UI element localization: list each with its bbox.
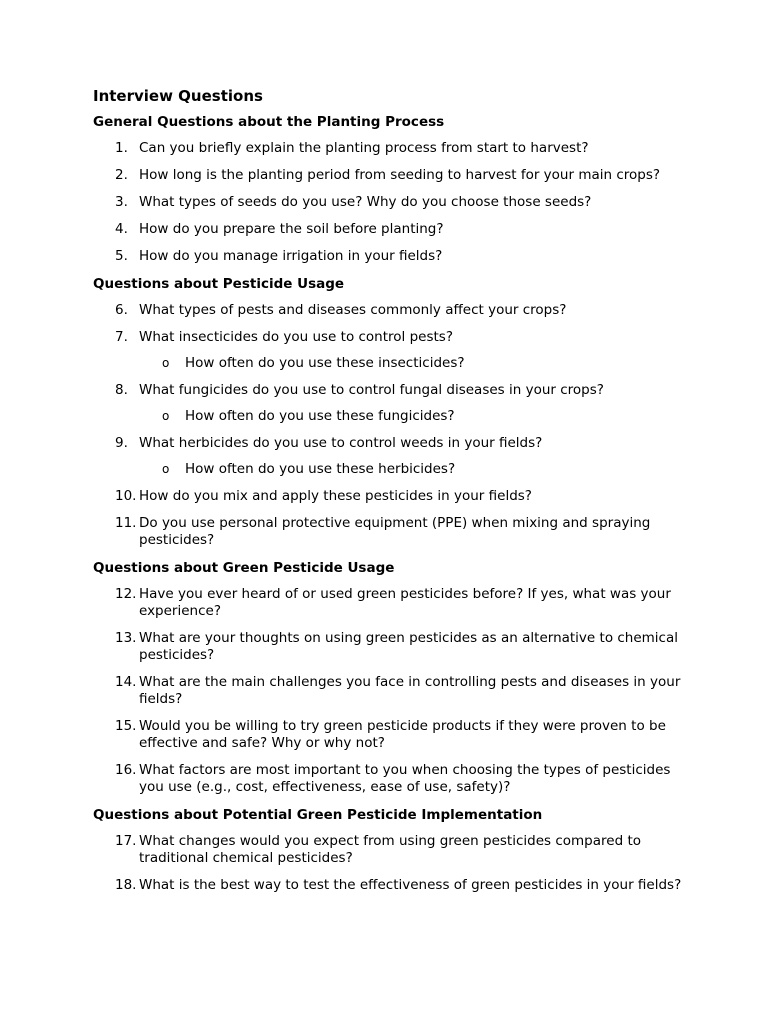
question-item [93, 630, 683, 664]
section-green-pesticide-implementation [93, 806, 683, 894]
question-number: 15. [115, 718, 137, 734]
question-number: 4. [115, 221, 128, 237]
question-number: 2. [115, 167, 128, 183]
question-text: What fungicides do you use to control fungal diseases in your crops? [139, 382, 604, 398]
question-number: 18. [115, 877, 137, 893]
question-text: What is the best way to test the effectiveness of green pesticides in your fields? [139, 877, 682, 893]
question-number: 11. [115, 515, 137, 531]
sub-question-text: How often do you use these herbicides? [185, 461, 456, 477]
question-number: 12. [115, 586, 137, 602]
question-item [93, 674, 683, 708]
question-text: What insecticides do you use to control pests? [139, 329, 453, 345]
sub-question-text: How often do you use these fungicides? [185, 408, 455, 424]
section-heading: Questions about Green Pesticide Usage [93, 560, 395, 576]
question-number: 13. [115, 630, 137, 646]
section-pesticide-usage [93, 275, 683, 549]
question-item [93, 329, 683, 346]
section-heading: Questions about Potential Green Pesticide Implementation [93, 807, 543, 823]
question-list [93, 140, 683, 265]
section-planting-process [93, 113, 683, 265]
question-text: What factors are most important to you when choosing the types of pesticides you use (e.g., cost, effectiveness, ease of use, safety)? [139, 762, 671, 795]
question-item [93, 762, 683, 796]
section-green-pesticide-usage [93, 559, 683, 796]
question-item [93, 167, 683, 184]
question-text: How long is the planting period from seeding to harvest for your main crops? [139, 167, 661, 183]
question-item [93, 488, 683, 505]
question-list [93, 833, 683, 894]
question-number: 14. [115, 674, 137, 690]
question-item [93, 718, 683, 752]
question-item [93, 248, 683, 265]
question-text: How do you manage irrigation in your fields? [139, 248, 443, 264]
question-text: What are the main challenges you face in controlling pests and diseases in your fields? [139, 674, 681, 707]
question-item [93, 515, 683, 549]
question-number: 6. [115, 302, 128, 318]
sub-question-item [93, 408, 683, 425]
circle-bullet-icon: o [162, 409, 170, 423]
question-text: How do you prepare the soil before planting? [139, 221, 444, 237]
section-heading: Questions about Pesticide Usage [93, 276, 345, 292]
document-title: Interview Questions [93, 87, 263, 105]
question-list [93, 302, 683, 549]
sub-question-text: How often do you use these insecticides? [185, 355, 465, 371]
question-item [93, 586, 683, 620]
question-text: What herbicides do you use to control weeds in your fields? [139, 435, 543, 451]
question-list [93, 586, 683, 796]
question-item [93, 140, 683, 157]
circle-bullet-icon: o [162, 356, 170, 370]
question-text: What changes would you expect from using green pesticides compared to traditional chemical pesticides? [139, 833, 641, 866]
question-number: 1. [115, 140, 128, 156]
document-page [93, 86, 683, 904]
question-text: What are your thoughts on using green pesticides as an alternative to chemical pesticides? [139, 630, 678, 663]
question-item [93, 221, 683, 238]
question-text: What types of seeds do you use? Why do you choose those seeds? [139, 194, 592, 210]
question-item [93, 194, 683, 211]
question-text: What types of pests and diseases commonly affect your crops? [139, 302, 567, 318]
question-text: Have you ever heard of or used green pesticides before? If yes, what was your experience? [139, 586, 671, 619]
question-item [93, 877, 683, 894]
question-text: Would you be willing to try green pesticide products if they were proven to be effective and safe? Why or why not? [139, 718, 666, 751]
question-number: 5. [115, 248, 128, 264]
circle-bullet-icon: o [162, 462, 170, 476]
question-number: 16. [115, 762, 137, 778]
question-number: 7. [115, 329, 128, 345]
sub-question-item [93, 461, 683, 478]
question-item [93, 302, 683, 319]
sub-question-item [93, 355, 683, 372]
question-number: 9. [115, 435, 128, 451]
question-item [93, 382, 683, 399]
question-number: 10. [115, 488, 137, 504]
question-number: 3. [115, 194, 128, 210]
section-heading: General Questions about the Planting Process [93, 114, 445, 130]
question-number: 8. [115, 382, 128, 398]
question-text: Can you briefly explain the planting process from start to harvest? [139, 140, 589, 156]
question-number: 17. [115, 833, 137, 849]
question-item [93, 833, 683, 867]
question-text: Do you use personal protective equipment (PPE) when mixing and spraying pesticides? [139, 515, 651, 548]
question-text: How do you mix and apply these pesticides in your fields? [139, 488, 532, 504]
question-item [93, 435, 683, 452]
